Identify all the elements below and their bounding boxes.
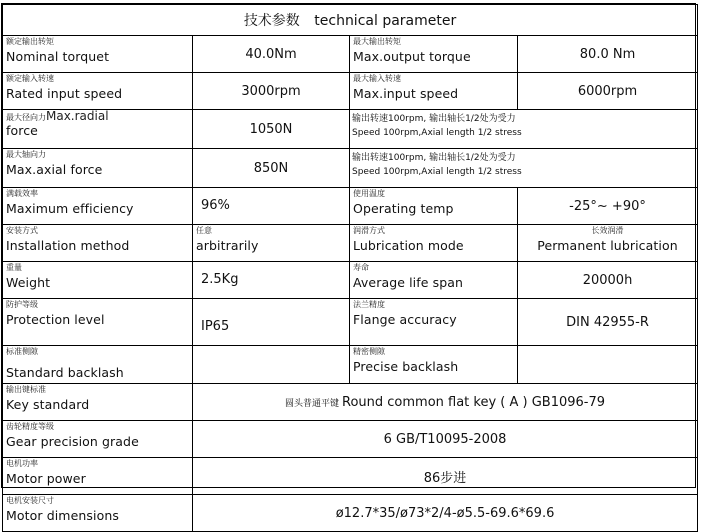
motor-dimensions-label	[3, 495, 193, 532]
label-zh: 润滑方式	[353, 226, 385, 235]
label-zh: 重量	[6, 263, 22, 272]
label-en: Average life span	[353, 275, 464, 290]
label-en: Gear precision grade	[6, 434, 139, 449]
motor-power-value: 86步进	[193, 458, 698, 495]
weight-value: 2.5Kg	[193, 262, 350, 299]
note-line-zh: 输出转速100rpm, 输出轴长1/2处为受力	[352, 114, 516, 124]
table-title	[3, 5, 698, 36]
table-row	[3, 495, 698, 532]
lubrication-label	[350, 225, 518, 262]
label-zh: 满载效率	[6, 189, 38, 198]
rated-input-speed-value: 3000rpm	[193, 73, 350, 110]
table-row	[3, 384, 698, 421]
title-zh: 技术参数	[243, 13, 300, 29]
label-zh: 电机功率	[6, 459, 38, 468]
label-en: Installation method	[6, 238, 130, 253]
label-en: Key standard	[6, 397, 90, 412]
label-zh: 标准侧隙	[6, 347, 38, 356]
axial-force-note	[350, 149, 698, 188]
title-row	[3, 5, 698, 36]
max-efficiency-label	[3, 188, 193, 225]
rated-input-speed-label	[3, 73, 193, 110]
label-zh: 防护等级	[6, 300, 38, 309]
label-zh: 额定输出转矩	[6, 37, 54, 46]
label-en: Maximum efficiency	[6, 201, 134, 216]
value-en: Permanent lubrication	[537, 238, 678, 253]
max-axial-force-value: 850N	[193, 149, 350, 188]
label-zh: 安装方式	[6, 226, 38, 235]
label-en: force	[6, 123, 38, 138]
label-en: Precise backlash	[353, 359, 459, 374]
value-en: Round common flat key ( A ) GB1096-79	[342, 394, 606, 410]
operating-temp-value: -25°~ +90°	[518, 188, 698, 225]
table-row	[3, 73, 698, 110]
label-zh: 精密侧隙	[353, 347, 385, 356]
standard-backlash-value	[193, 346, 350, 384]
title-en: technical parameter	[314, 13, 457, 29]
value-zh: 圆头普通平键	[284, 398, 339, 409]
label-zh: 法兰精度	[353, 300, 385, 309]
protection-label	[3, 299, 193, 346]
radial-force-note	[350, 110, 698, 149]
label-en: Max.input speed	[353, 86, 459, 101]
installation-value	[193, 225, 350, 262]
table-row	[3, 36, 698, 73]
label-en: Standard backlash	[6, 365, 124, 380]
standard-backlash-label	[3, 346, 193, 384]
label-en: Protection level	[6, 312, 105, 327]
label-en: Lubrication mode	[353, 238, 464, 253]
max-axial-force-label	[3, 149, 193, 188]
table-row	[3, 188, 698, 225]
label-zh: 寿命	[353, 263, 369, 272]
value-zh: 任意	[196, 226, 212, 235]
label-zh: 使用温度	[353, 189, 385, 198]
label-en-inline: Max.radial	[46, 109, 109, 123]
label-en: Nominal torquet	[6, 49, 110, 64]
label-en: Max.output torque	[353, 49, 471, 64]
label-en: Flange accuracy	[353, 312, 457, 327]
max-radial-force-label	[3, 110, 193, 149]
max-output-torque-label	[350, 36, 518, 73]
label-zh: 最大轴向力	[6, 150, 46, 159]
installation-label	[3, 225, 193, 262]
label-zh: 输出键标准	[6, 385, 46, 394]
life-span-value: 20000h	[518, 262, 698, 299]
lubrication-value	[518, 225, 698, 262]
note-line-en: Speed 100rpm,Axial length 1/2 stress	[352, 167, 522, 177]
precise-backlash-value	[518, 346, 698, 384]
label-en: Motor power	[6, 471, 86, 486]
max-input-speed-label	[350, 73, 518, 110]
label-zh: 额定输入转速	[6, 74, 54, 83]
nominal-torque-label	[3, 36, 193, 73]
operating-temp-label	[350, 188, 518, 225]
table-row	[3, 225, 698, 262]
table-row	[3, 458, 698, 495]
label-en: Weight	[6, 275, 51, 290]
label-en: Motor dimensions	[6, 508, 119, 523]
protection-value: IP65	[193, 299, 350, 346]
key-standard-label	[3, 384, 193, 421]
note-line-zh: 输出转速100rpm, 输出轴长1/2处为受力	[352, 153, 516, 163]
max-radial-force-value: 1050N	[193, 110, 350, 149]
label-zh	[6, 111, 189, 122]
table-row	[3, 299, 698, 346]
table-row	[3, 346, 698, 384]
max-input-speed-value: 6000rpm	[518, 73, 698, 110]
label-zh: 电机安装尺寸	[6, 496, 54, 505]
motor-dimensions-value: ø12.7*35/ø73*2/4-ø5.5-69.6*69.6	[193, 495, 698, 532]
label-en: Rated input speed	[6, 86, 123, 101]
table-row	[3, 110, 698, 149]
label-zh: 齿轮精度等级	[6, 422, 54, 431]
max-efficiency-value: 96%	[193, 188, 350, 225]
weight-label	[3, 262, 193, 299]
value-zh: 长效润滑	[591, 226, 624, 235]
flange-accuracy-value: DIN 42955-R	[518, 299, 698, 346]
label-zh: 最大输入转速	[353, 74, 401, 83]
value-en: arbitrarily	[196, 238, 259, 253]
life-span-label	[350, 262, 518, 299]
gear-precision-value: 6 GB/T10095-2008	[193, 421, 698, 458]
gear-precision-label	[3, 421, 193, 458]
flange-accuracy-label	[350, 299, 518, 346]
label-en: Operating temp	[353, 201, 454, 216]
max-output-torque-value: 80.0 Nm	[518, 36, 698, 73]
motor-power-label	[3, 458, 193, 495]
table-row	[3, 149, 698, 188]
label-zh: 最大输出转矩	[353, 37, 401, 46]
label-zh-text: 最大径向力	[6, 113, 46, 122]
precise-backlash-label	[350, 346, 518, 384]
key-standard-value	[193, 384, 698, 421]
nominal-torque-value: 40.0Nm	[193, 36, 350, 73]
table-row	[3, 262, 698, 299]
parameter-table	[2, 4, 698, 532]
label-en: Max.axial force	[6, 162, 103, 177]
note-line-en: Speed 100rpm,Axial length 1/2 stress	[352, 128, 522, 138]
table-row	[3, 421, 698, 458]
technical-parameter-sheet	[1, 3, 696, 523]
